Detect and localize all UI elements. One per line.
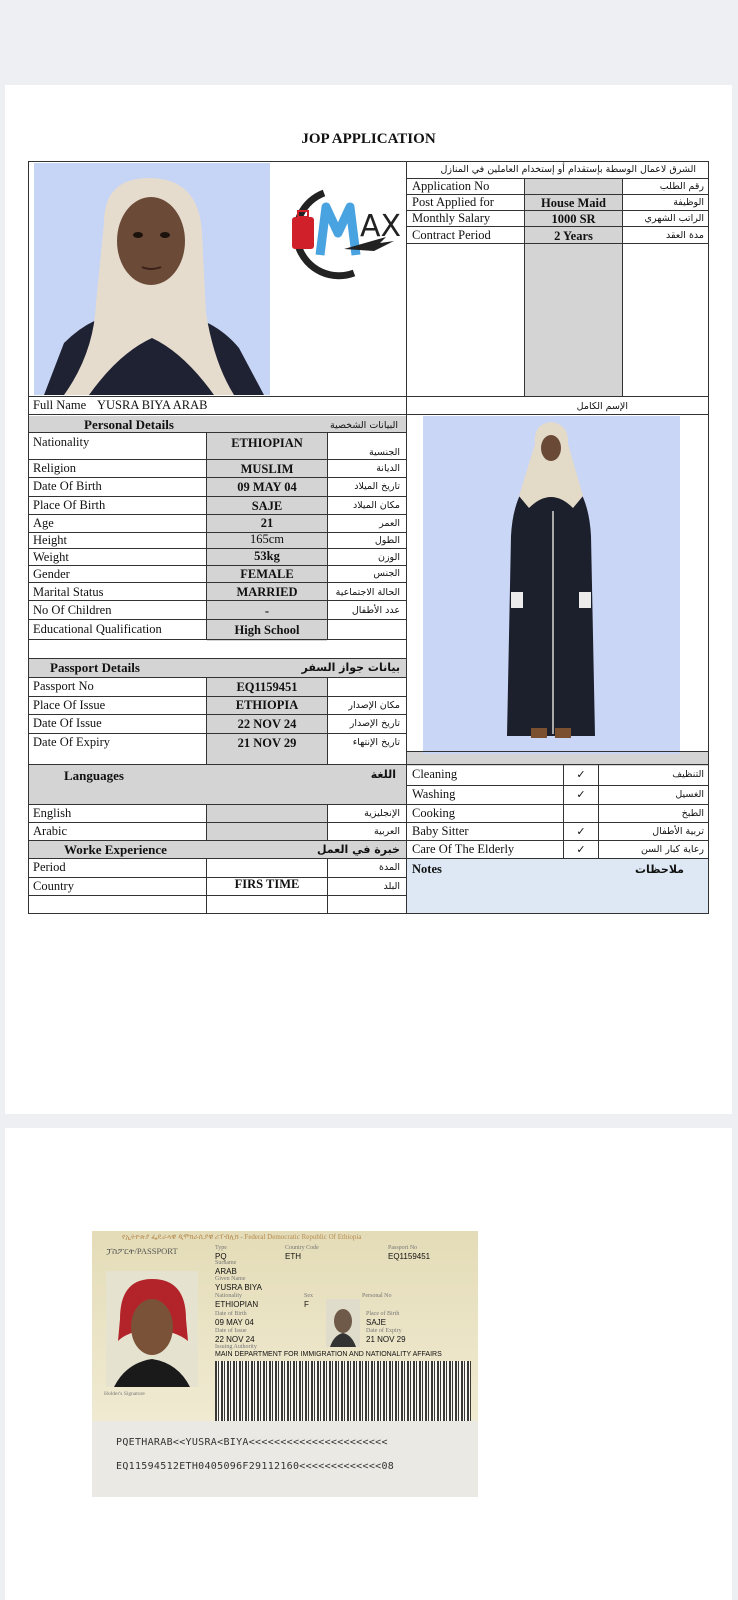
skill-washing-arabic: الغسيل	[675, 789, 704, 800]
passport-details-heading: Passport Details	[50, 660, 140, 675]
nationality-label: Nationality	[33, 435, 90, 449]
gender-value: FEMALE	[240, 567, 294, 581]
marital-arabic: الحالة الاجتماعية	[335, 587, 400, 598]
passport-country-header: የኢትዮጵያ ፌዴራላዊ ዲሞክራሲያዊ ሪፐብሊክ - Federal Democratic Republic Of Ethiopia	[122, 1233, 362, 1241]
agency-logo	[274, 185, 404, 280]
marital-value: MARRIED	[236, 585, 298, 599]
period-label: Period	[33, 860, 66, 874]
marital-label: Marital Status	[33, 585, 104, 599]
passport-nationality: ETHIOPIAN	[215, 1300, 259, 1309]
salary-value: 1000 SR	[551, 212, 596, 226]
application-form	[28, 161, 709, 914]
passport-mrz-line-1: PQETHARAB<<YUSRA<BIYA<<<<<<<<<<<<<<<<<<<<<<	[116, 1437, 388, 1448]
experience-heading-arabic: خبرة في العمل	[316, 843, 400, 856]
passport-doi: 22 NOV 24	[215, 1335, 255, 1344]
passport-page	[5, 1128, 732, 1600]
passport-sex: F	[304, 1300, 309, 1309]
passport-details-heading-arabic: بيانات جواز السفر	[301, 661, 400, 674]
religion-label: Religion	[33, 461, 77, 475]
personal-details-heading-arabic: البيانات الشخصية	[329, 420, 398, 431]
skill-washing-label: Washing	[412, 787, 456, 801]
education-value: High School	[234, 623, 300, 637]
dob-value: 09 MAY 04	[237, 480, 297, 494]
skill-baby-sitter-arabic: تربية الأطفال	[652, 826, 704, 837]
passport-doc-label: ፓስፖርት/PASSPORT	[106, 1246, 178, 1256]
skill-elderly-label: Care Of The Elderly	[412, 842, 515, 856]
salary-arabic: الراتب الشهري	[644, 213, 704, 224]
pob-value: SAJE	[251, 499, 283, 513]
passport-surname: ARAB	[215, 1267, 237, 1276]
children-value: -	[264, 604, 270, 618]
languages-heading: Languages	[64, 768, 124, 783]
passport-photo	[106, 1271, 198, 1387]
skill-cooking-label: Cooking	[412, 806, 456, 820]
age-label: Age	[33, 516, 54, 530]
passport-doe: 21 NOV 29	[366, 1335, 406, 1344]
passport-mrz-line-2: EQ11594512ETH0405096F29112160<<<<<<<<<<<<<08	[116, 1461, 395, 1472]
logo-text: AX	[360, 209, 402, 244]
personal-details-heading: Personal Details	[84, 417, 174, 432]
portrait-photo	[34, 163, 270, 395]
height-label: Height	[33, 533, 68, 547]
skill-baby-sitter-check-icon: ✓	[576, 825, 586, 838]
application-no-arabic: رقم الطلب	[659, 181, 704, 192]
height-value: 165cm	[249, 532, 285, 546]
nationality-arabic: الجنسية	[369, 447, 400, 458]
experience-heading: Worke Experience	[64, 842, 167, 857]
date-of-issue-value: 22 NOV 24	[237, 717, 297, 731]
period-arabic: المدة	[379, 862, 400, 873]
language-arabic-label: Arabic	[33, 824, 68, 838]
religion-value: MUSLIM	[240, 462, 294, 476]
weight-arabic: الوزن	[377, 552, 400, 563]
salary-label: Monthly Salary	[412, 211, 491, 225]
pob-arabic: مكان الميلاد	[352, 500, 400, 511]
passport-scan-number: EQ1159451	[388, 1252, 431, 1261]
passport-scan: የኢትዮጵያ ፌዴራላዊ ዲሞክራሲያዊ ሪፐብሊክ - Federal Democratic Republic Of Ethiopia ፓስፖርት/PASSPORT Type PQ Country Code ETH Passport No EQ1159451 Surname ARAB Given Name YUSRA BIYA Nationality ETHIOPIAN Sex F Personal No Date of Birth 09 MAY 04 Place of Birth SAJE Date of Issue 22 NOV 24 Date of Expiry 21 NOV 29 Issuing Authority MAIN DEPARTMENT FOR IMMIGRATION AND NATIONALITY AFFAIRS Holder's Signature PQETHARAB<<YUSRA<BIYA<<<<<<<<<<<<<<<<<<<<<< EQ11594512ETH0405096F29112160<<<<<<<<<<<<<08	[92, 1231, 478, 1497]
place-of-issue-label: Place Of Issue	[33, 698, 106, 712]
contract-label: Contract Period	[412, 228, 491, 242]
pob-label: Place Of Birth	[33, 498, 106, 512]
agency-name-arabic: الشرق لاعمال الوسطة بإستقدام أو إستخدام العاملين في المنازل	[440, 164, 696, 175]
skill-cleaning-label: Cleaning	[412, 767, 458, 781]
gender-arabic: الجنس	[373, 568, 400, 579]
full-name-arabic: الإسم الكامل	[576, 401, 628, 412]
passport-type: PQ	[215, 1252, 227, 1261]
date-of-expiry-arabic: تاريخ الإنتهاء	[352, 737, 400, 748]
skill-elderly-check-icon: ✓	[576, 843, 586, 856]
language-english-label: English	[33, 806, 72, 820]
skill-cleaning-check-icon: ✓	[576, 768, 586, 781]
passport-dob: 09 MAY 04	[215, 1318, 254, 1327]
religion-arabic: الديانة	[376, 463, 400, 474]
passport-pob: SAJE	[366, 1318, 387, 1327]
date-of-issue-label: Date Of Issue	[33, 716, 102, 730]
passport-barcode	[215, 1361, 471, 1421]
passport-authority: MAIN DEPARTMENT FOR IMMIGRATION AND NATIONALITY AFFAIRS	[215, 1351, 442, 1358]
place-of-issue-value: ETHIOPIA	[235, 698, 299, 712]
experience-value: FIRS TIME	[234, 877, 300, 891]
age-arabic: العمر	[379, 518, 400, 529]
weight-label: Weight	[33, 550, 69, 564]
language-english-arabic: الإنجليزية	[364, 808, 400, 819]
height-arabic: الطول	[374, 535, 400, 546]
full-body-photo	[423, 416, 680, 754]
country-arabic: البلد	[383, 881, 400, 892]
passport-ghost-photo	[326, 1299, 360, 1347]
weight-value: 53kg	[254, 549, 280, 563]
application-page	[5, 85, 732, 1114]
skill-cleaning-arabic: التنظيف	[672, 769, 704, 780]
nationality-value: ETHIOPIAN	[231, 436, 303, 450]
full-name-label: Full Name	[33, 398, 87, 412]
dob-arabic: تاريخ الميلاد	[354, 481, 400, 492]
date-of-expiry-value: 21 NOV 29	[237, 736, 297, 750]
dob-label: Date Of Birth	[33, 479, 102, 493]
post-value: House Maid	[541, 196, 606, 210]
application-no-label: Application No	[412, 179, 490, 193]
education-label: Educational Qualification	[33, 622, 162, 636]
skill-washing-check-icon: ✓	[576, 788, 586, 801]
gender-label: Gender	[33, 567, 70, 581]
languages-heading-arabic: اللغة	[370, 768, 396, 781]
contract-arabic: مدة العقد	[666, 230, 704, 241]
skill-baby-sitter-label: Baby Sitter	[412, 824, 469, 838]
country-label: Country	[33, 879, 74, 893]
children-arabic: عدد الأطفال	[351, 605, 400, 616]
language-arabic-arabic: العربية	[374, 826, 400, 837]
full-name-value: YUSRA BIYA ARAB	[97, 398, 208, 412]
post-arabic: الوظيفة	[673, 197, 704, 208]
passport-given-names: YUSRA BIYA	[215, 1283, 262, 1292]
contract-value: 2 Years	[554, 229, 593, 243]
post-label: Post Applied for	[412, 195, 494, 209]
place-of-issue-arabic: مكان الإصدار	[348, 700, 400, 711]
notes-label: Notes	[412, 862, 442, 876]
date-of-issue-arabic: تاريخ الإصدار	[349, 718, 400, 729]
date-of-expiry-label: Date Of Expiry	[33, 735, 111, 749]
notes-arabic: ملاحظات	[635, 863, 684, 876]
age-value: 21	[260, 516, 274, 530]
skill-elderly-arabic: رعاية كبار السن	[640, 844, 704, 855]
skill-cooking-arabic: الطبخ	[681, 808, 704, 819]
passport-country-code: ETH	[285, 1252, 301, 1261]
passport-no-value: EQ1159451	[236, 680, 298, 694]
children-label: No Of Children	[33, 603, 112, 617]
page-title: JOP APPLICATION	[301, 131, 436, 147]
passport-no-label: Passport No	[33, 679, 94, 693]
